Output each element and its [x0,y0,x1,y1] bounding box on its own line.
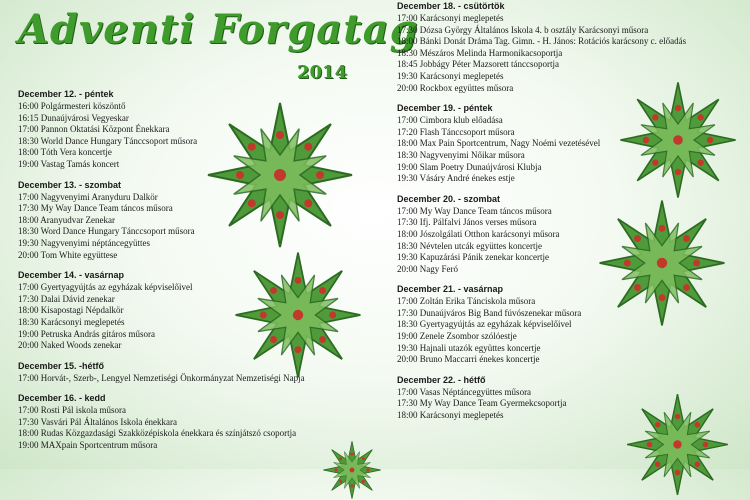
event-item: 17:30 My Way Dance Team táncos műsora [18,203,173,214]
event-item: 17:00 Karácsonyi meglepetés [397,13,504,23]
event-item: 17:00 Gyertyagyújtás az egyházak képviselőivel [18,282,193,293]
event-item: 18:00 Max Pain Sportcentrum, Nagy Noémi vezetésével [397,138,601,149]
program-right-column [397,0,742,430]
event-item: 18:30 Nagyvenyimi Nőikar műsora [397,149,525,160]
day-heading: December 16. - kedd [18,393,106,404]
event-item: 17:00 My Way Dance Team táncos műsora [397,205,552,216]
poster-title: Adventi Forgatag [18,6,419,53]
event-item: 18:30 Gyertyagyújtás az egyházak képviselőivel [397,319,572,330]
event-item: 19:30 Vásáry André énekes estje [397,173,515,184]
event-item: 16:00 Polgármesteri köszöntő [18,101,126,111]
day-heading: December 12. - péntek [18,89,114,99]
event-item: 18:00 Aranyudvar Zenekar [18,214,115,225]
event-item: 19:30 Karácsonyi meglepetés [397,70,504,81]
day-block [18,269,358,352]
event-item: 17:00 Rosti Pál iskola műsora [18,405,126,416]
event-item: 20:00 Rockbox együttes műsora [397,82,514,93]
day-heading: December 18. - csütörtök [397,1,505,11]
day-block [18,88,358,171]
event-item: 17:30 My Way Dance Team Gyermekcsoportja [397,398,567,409]
event-item: 17:00 Pannon Oktatási Központ Énekkara [18,124,170,135]
event-item: 18:00 Jószolgálati Otthon karácsonyi műsora [397,228,560,239]
event-item: 17:00 Horvát-, Szerb-, Lengyel Nemzetiségi Önkormányzat Nemzetiségi Napja [18,372,305,383]
event-item: 18:30 World Dance Hungary Tánccsoport műsora [18,135,198,146]
day-block [397,0,742,94]
day-block [397,283,742,366]
day-heading: December 15. -hétfő [18,360,105,371]
day-block [397,193,742,276]
event-item: 20:00 Nagy Feró [397,263,458,274]
event-item: 17:00 Nagyvenyimi Aranyduru Dalkör [18,191,158,202]
day-block [397,102,742,185]
event-item: 19:30 Kapuzárási Pánik zenekar koncertje [397,252,549,263]
event-item: 18:30 Word Dance Hungary Tánccsoport műsora [18,226,195,237]
event-item: 19:00 Vastag Tamás koncert [18,158,120,169]
event-item: 19:00 MAXpain Sportcentrum műsora [18,440,158,451]
day-heading: December 14. - vasárnap [18,270,125,281]
event-item: 16:15 Dunaújvárosi Vegyeskar [18,112,129,123]
event-item: 19:00 Zenele Zsombor szólóestje [397,331,517,342]
event-item: 19:00 Slam Poetry Dunaújvárosi Klubja [397,161,542,172]
event-item: 17:30 Dunaújváros Big Band fúvószenekar műsora [397,307,582,318]
event-item: 18:00 Kisapostagi Népdalkör [18,305,124,316]
event-item: 20:00 Tom White együttese [18,249,118,260]
event-item: 18:00 Bánki Donát Dráma Tag. Gimn. - H. János: Rotációs karácsony c. előadás [397,36,687,47]
event-item: 20:00 Naked Woods zenekar [18,340,122,351]
event-item: 19:00 Petruska András gitáros műsora [18,328,155,339]
event-item: 18:00 Karácsonyi meglepetés [397,410,504,421]
day-heading: December 21. - vasárnap [397,284,504,295]
day-block [397,374,742,422]
poster-year: 2014 [297,62,348,83]
day-heading: December 22. - hétfő [397,374,486,385]
event-item: 17:00 Cimbora klub előadása [397,115,503,126]
day-block [18,360,358,385]
event-item: 17:30 Vasvári Pál Általános Iskola énekkara [18,416,178,427]
event-item: 17:30 Ifj. Pálfalvi János verses műsora [397,217,537,228]
program-left-column [18,88,358,460]
event-item: 19:30 Nagyvenyimi néptáncegyüttes [18,237,150,248]
event-item: 17:00 Zoltán Erika Tánciskola műsora [397,296,536,307]
event-item: 18:00 Rudas Közgazdasági Szakközépiskola énekkara és színjátszó csoportja [18,428,297,439]
event-item: 18:00 Tóth Vera koncertje [18,147,112,158]
day-block [18,179,358,262]
day-block [18,392,358,451]
event-item: 18:30 Karácsonyi meglepetés [18,316,125,327]
event-item: 18:45 Jobbágy Péter Mazsorett tánccsoportja [397,59,559,70]
event-item: 17:30 Dalai Dávid zenekar [18,293,115,304]
event-item: 17:00 Vasas Néptáncegyüttes műsora [397,386,532,397]
event-item: 18:30 Mészáros Melinda Harmonikacsoportja [397,47,563,58]
day-heading: December 20. - szombat [397,193,501,204]
event-item: 19:30 Hajnali utazók együttes koncertje [397,342,541,353]
event-item: 20:00 Bruno Maccarri énekes koncertje [397,354,540,365]
day-heading: December 19. - péntek [397,103,493,114]
event-item: 18:30 Névtelen utcák együttes koncertje [397,240,542,251]
event-item: 17:20 Flash Tánccsoport műsora [397,126,515,137]
day-heading: December 13. - szombat [18,179,122,190]
event-item: 17:30 Dózsa György Általános Iskola 4. b osztály Karácsonyi műsora [397,24,649,35]
